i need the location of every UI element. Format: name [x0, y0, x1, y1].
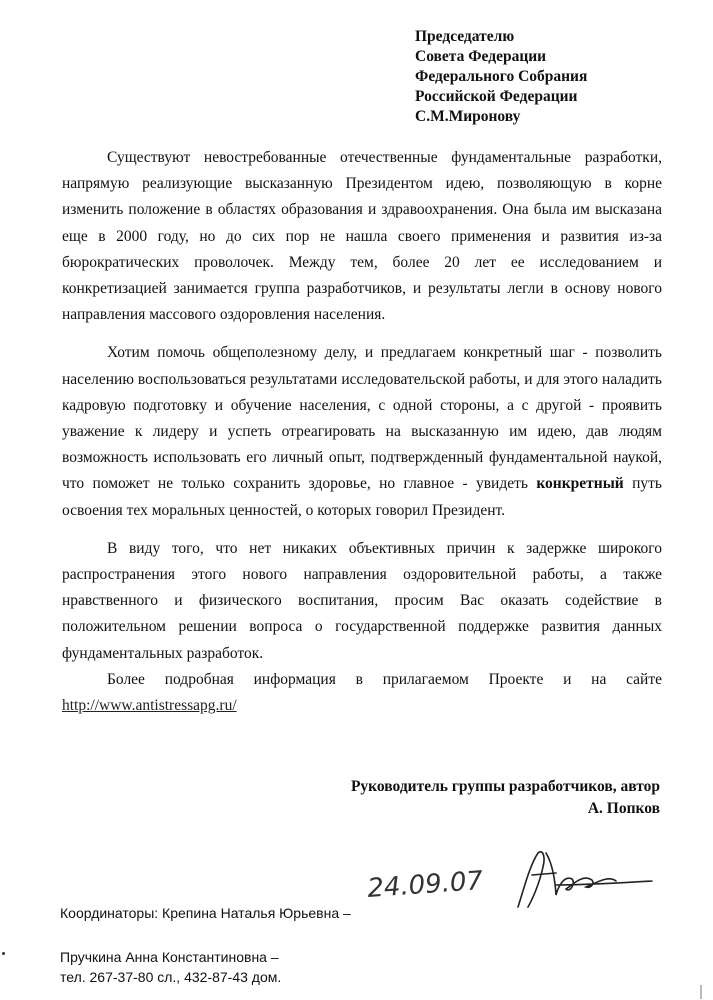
handwritten-date-and-signature: [360, 845, 660, 915]
addressee-line-1: Председателю: [415, 28, 515, 45]
paragraph-2-text-b: путь освоения тех моральных ценностей, о которых говорил Президент.: [62, 475, 662, 519]
paragraph-4: [62, 667, 662, 719]
scan-edge-mark: [700, 985, 702, 999]
addressee-line-2: Совета Федерации: [415, 48, 547, 65]
paragraph-2-bold: конкретный: [536, 475, 624, 493]
scan-speck: [2, 952, 5, 955]
letter-body: [62, 145, 662, 719]
addressee-line-3: Федерального Собрания: [415, 68, 588, 85]
paragraph-3: В виду того, что нет никаких объективных причин к задержке широкого распространения этого нового направления оздоровительной работы, а также нравственного и физического воспитания, просим Вас оказать содействие в положительном решении вопроса о государственной поддержке развития данных фундаментальных разработок.: [62, 539, 662, 662]
signature-role: Руководитель группы разработчиков, автор: [350, 778, 660, 795]
coordinators-block: [60, 903, 351, 987]
addressee-line-4: Российской Федерации: [415, 88, 578, 105]
signature-block: [330, 776, 660, 820]
signature-scribble-icon: [518, 852, 652, 907]
coordinator-line-1: Координаторы: Крепина Наталья Юрьевна –: [60, 905, 351, 921]
signature-name: А. Попков: [587, 800, 660, 817]
coordinator-phone: тел. 267-37-80 сл., 432-87-43 дом.: [60, 969, 282, 985]
addressee-block: [415, 27, 587, 127]
paragraph-2: [62, 340, 662, 523]
paragraph-1: Существуют невостребованные отечественные фундаментальные разработки, напрямую реализующие высказанную Президентом идею, позволяющую в корне изменить положение в областях образования и здравоохранения. Она была им высказана еще в 2000 году, но до сих пор не нашла своего применения и развития из-за бюрократических проволочек. Между тем, более 20 лет ее исследованием и конкретизацией занимается группа разработчиков, и результаты легли в основу нового направления массового оздоровления населения.: [62, 149, 662, 324]
handwritten-date: 24.09.07: [366, 865, 484, 904]
site-link[interactable]: http://www.antistressapg.ru/: [62, 697, 237, 715]
paragraph-4-text: Более подробная информация в прилагаемом Проекте и на сайте: [107, 670, 662, 688]
addressee-line-5: С.М.Миронову: [415, 108, 521, 125]
paragraph-2-text-a: Хотим помочь общеполезному делу, и предлагаем конкретный шаг - позволить населению воспользоваться результатами исследовательской работы, и для этого наладить кадровую подготовку и обучение населения, с одной стороны, а с другой - проявить уважение к лидеру и успеть отреагировать на высказанную им идею, дав людям возможность использовать его личный опыт, подтвержденный фундаментальной наукой, что поможет не только сохранить здоровье, но главное - увидеть: [62, 344, 662, 493]
coordinator-line-2: Пручкина Анна Константиновна –: [60, 949, 279, 965]
